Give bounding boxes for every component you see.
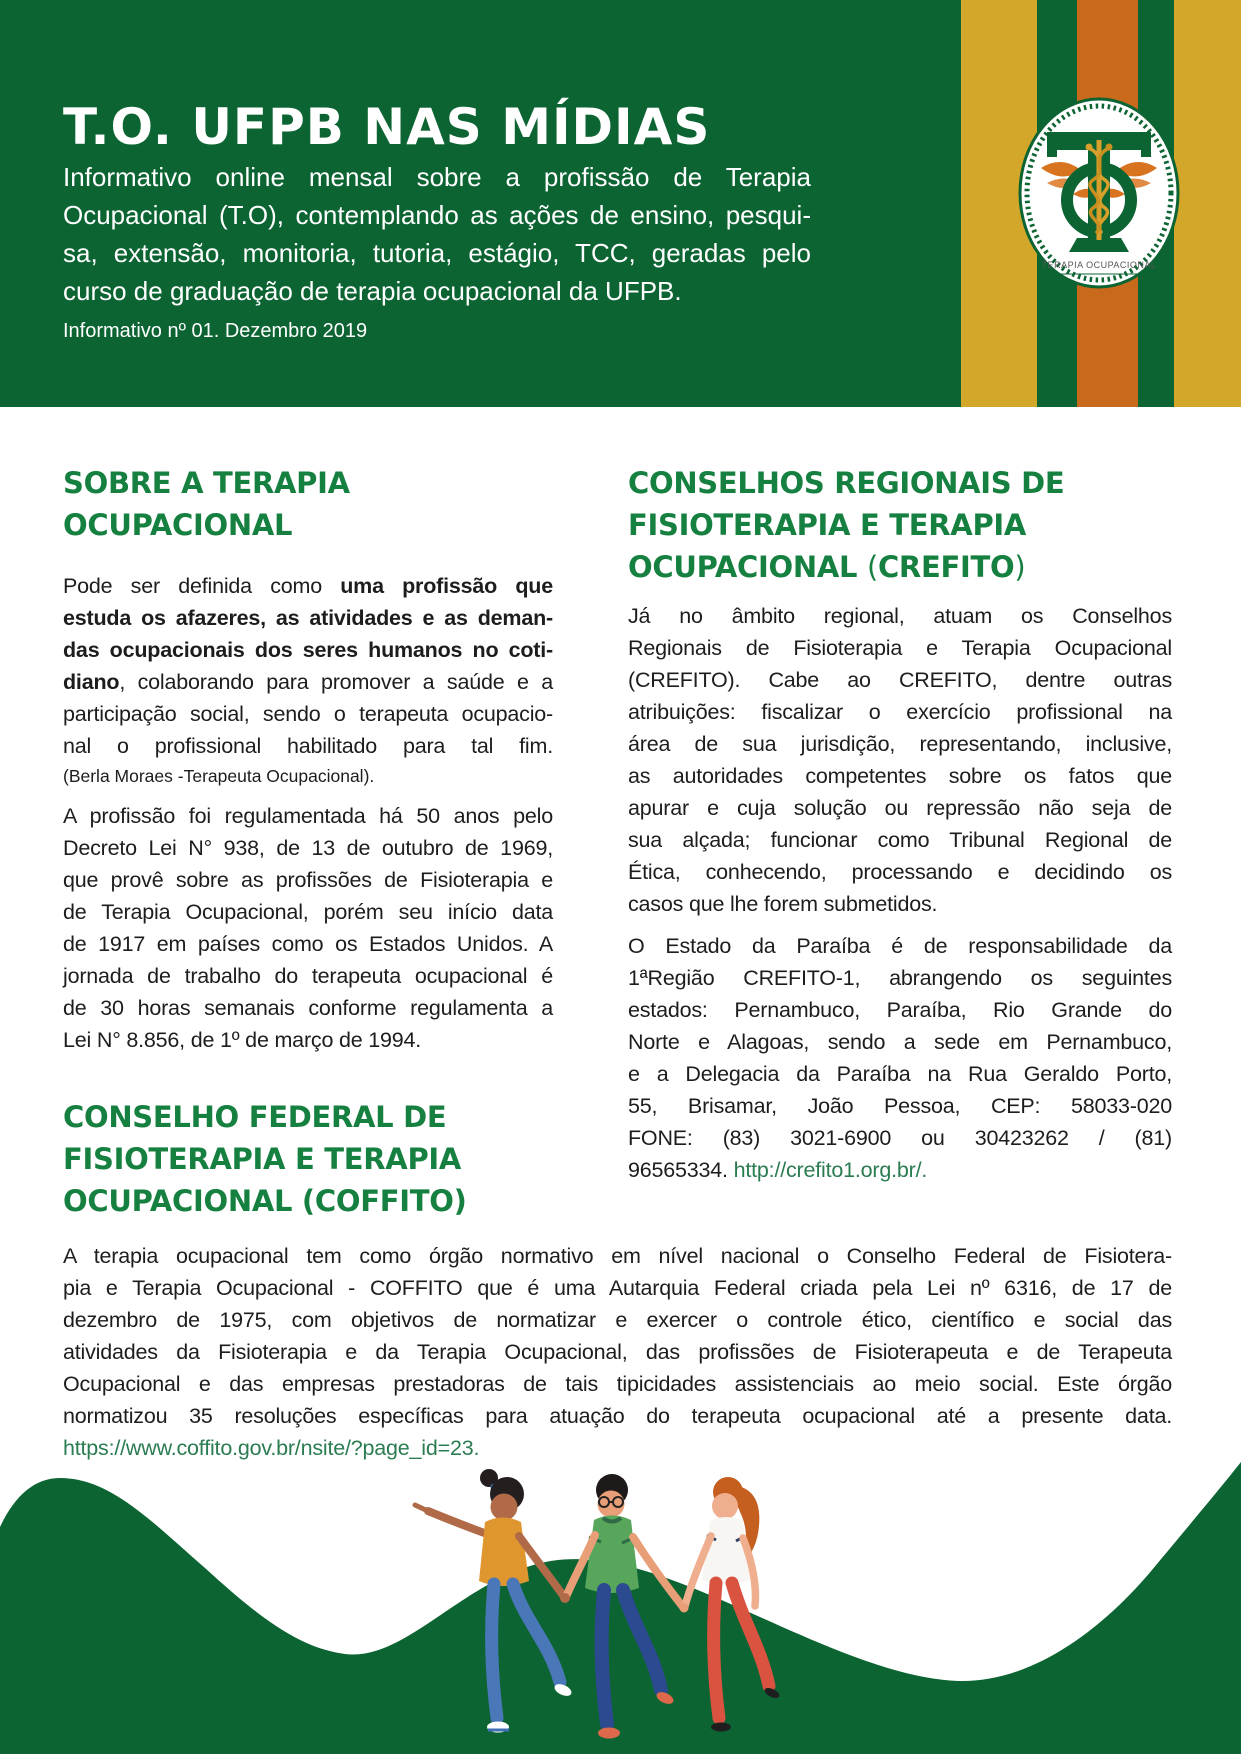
para-crefito1-regiao — [628, 930, 1172, 1186]
text-segment: OCUPACIONAL — [628, 550, 867, 584]
text-line — [628, 664, 1172, 696]
text-line — [63, 234, 811, 272]
text-line — [628, 728, 1172, 760]
text-segment: casos que lhe forem submetidos. — [628, 892, 938, 916]
text-line — [63, 992, 553, 1024]
para-regulamentacao — [63, 800, 553, 1056]
text-segment: uma profissão que — [340, 574, 553, 598]
text-segment: ( — [866, 550, 878, 584]
text-line — [628, 888, 1172, 920]
text-line — [63, 272, 811, 310]
text-segment: diano — [63, 670, 120, 694]
text-segment: apurar e cuja solução ou repressão não seja de — [628, 796, 1172, 820]
text-segment: Ocupacional (T.O), contemplando as ações de ensino, pesqui- — [63, 200, 811, 230]
text-segment: área de sua jurisdição, representando, inclusive, — [628, 732, 1172, 756]
text-segment: (Berla Moraes -Terapeuta Ocupacional). — [63, 766, 375, 786]
text-segment: atribuições: fiscalizar o exercício profissional na — [628, 700, 1172, 724]
text-segment: Informativo online mensal sobre a profissão de Terapia — [63, 162, 811, 192]
text-segment: SOBRE A TERAPIA — [63, 466, 350, 500]
newsletter-header — [0, 0, 1241, 407]
text-line — [63, 1368, 1172, 1400]
text-segment: pia e Terapia Ocupacional - COFFITO que é uma Autarquia Federal criada pela Lei nº 6316, de 17 de — [63, 1276, 1172, 1300]
heading-crefito — [628, 462, 1172, 588]
text-line — [628, 930, 1172, 962]
text-segment: estados: Pernambuco, Paraíba, Rio Grande do — [628, 998, 1172, 1022]
text-segment: jornada de trabalho do terapeuta ocupacional é — [63, 964, 553, 988]
text-segment: 1ªRegião CREFITO-1, abrangendo os seguintes — [628, 966, 1172, 990]
text-line — [628, 1090, 1172, 1122]
text-segment: O Estado da Paraíba é de responsabilidade da — [628, 934, 1172, 958]
text-line — [63, 196, 811, 234]
coffito-link[interactable]: https://www.coffito.gov.br/nsite/?page_id=23. — [63, 1436, 480, 1460]
text-line — [628, 994, 1172, 1026]
text-line — [628, 1154, 1172, 1186]
header-subtitle — [63, 158, 811, 310]
text-segment: Lei N° 8.856, de 1º de março de 1994. — [63, 1028, 422, 1052]
text-segment: que provê sobre as profissões de Fisioterapia e — [63, 868, 553, 892]
text-line — [628, 760, 1172, 792]
text-line — [628, 962, 1172, 994]
crefito-link[interactable]: http://crefito1.org.br/. — [733, 1158, 928, 1182]
text-segment: participação social, sendo o terapeuta ocupacio- — [63, 702, 553, 726]
text-segment: estuda os afazeres, as atividades e as deman- — [63, 606, 553, 630]
text-segment: FISIOTERAPIA E TERAPIA — [628, 508, 1027, 542]
text-line — [63, 698, 553, 730]
left-column — [63, 462, 553, 1222]
text-segment: OCUPACIONAL (COFFITO) — [63, 1184, 467, 1218]
text-line — [628, 632, 1172, 664]
text-segment: (CREFITO). Cabe ao CREFITO, dentre outras — [628, 668, 1172, 692]
logo-caption: TERAPIA OCUPACIONAL — [1041, 260, 1157, 270]
text-line — [63, 570, 553, 602]
text-line — [628, 1122, 1172, 1154]
text-line — [63, 762, 553, 790]
text-segment: Decreto Lei N° 938, de 13 de outubro de 1969, — [63, 836, 553, 860]
page-title: T.O. UFPB NAS MÍDIAS — [63, 98, 711, 156]
issue-label: Informativo nº 01. Dezembro 2019 — [63, 320, 368, 342]
text-line — [63, 462, 553, 504]
text-segment: Ética, conhecendo, processando e decidindo os — [628, 860, 1172, 884]
text-segment: CONSELHOS REGIONAIS DE — [628, 466, 1065, 500]
text-segment: das ocupacionais dos seres humanos no coti- — [63, 638, 553, 662]
text-segment: A terapia ocupacional tem como órgão normativo em nível nacional o Conselho Federal de Fisiotera- — [63, 1244, 1172, 1268]
text-line — [63, 864, 553, 896]
text-segment: A profissão foi regulamentada há 50 anos pelo — [63, 804, 553, 828]
text-line — [63, 1180, 553, 1222]
text-segment: Ocupacional e das empresas prestadoras de tais tipicidades assistenciais ao meio social. Este órgão — [63, 1372, 1172, 1396]
text-segment: FISIOTERAPIA E TERAPIA — [63, 1142, 462, 1176]
text-segment: normatizou 35 resoluções específicas para atuação do terapeuta ocupacional até a presente data. — [63, 1404, 1172, 1428]
text-line — [63, 730, 553, 762]
text-line — [63, 602, 553, 634]
text-line — [63, 1304, 1172, 1336]
footer-illustration — [0, 1440, 1241, 1754]
stripe-yellow-2 — [1174, 0, 1241, 407]
text-line — [628, 600, 1172, 632]
text-line — [628, 824, 1172, 856]
text-segment: , colaborando para promover a saúde e a — [119, 670, 553, 694]
text-line — [63, 832, 553, 864]
text-line — [63, 1240, 1172, 1272]
text-line — [63, 666, 553, 698]
text-segment: OCUPACIONAL — [63, 508, 293, 542]
text-segment: as autoridades competentes sobre os fatos que — [628, 764, 1172, 788]
terapia-ocupacional-logo — [1017, 96, 1181, 290]
text-line — [63, 928, 553, 960]
text-segment: curso de graduação de terapia ocupacional da UFPB. — [63, 276, 682, 306]
text-line — [628, 696, 1172, 728]
right-column — [628, 462, 1172, 1186]
text-segment: 96565334. — [628, 1158, 734, 1182]
text-segment: 55, Brisamar, João Pessoa, CEP: 58033-020 — [628, 1094, 1172, 1118]
text-line — [628, 792, 1172, 824]
heading-coffito — [63, 1096, 553, 1222]
text-segment: Já no âmbito regional, atuam os Conselhos — [628, 604, 1172, 628]
text-segment: ) — [1014, 550, 1026, 584]
bottom-paragraph — [63, 1240, 1172, 1464]
text-segment: dezembro de 1975, com objetivos de normatizar e exercer o controle ético, científico e social das — [63, 1308, 1172, 1332]
para-definicao — [63, 570, 553, 790]
text-line — [63, 1272, 1172, 1304]
text-segment: CONSELHO FEDERAL DE — [63, 1100, 447, 1134]
para-crefito-atribuicoes — [628, 600, 1172, 920]
text-line — [63, 504, 553, 546]
text-line — [628, 1058, 1172, 1090]
text-segment: sa, extensão, monitoria, tutoria, estágio, TCC, geradas pelo — [63, 238, 811, 268]
text-line — [63, 1138, 553, 1180]
text-segment: sua alçada; funcionar como Tribunal Regional de — [628, 828, 1172, 852]
text-segment: e a Delegacia da Paraíba na Rua Geraldo Porto, — [628, 1062, 1172, 1086]
text-line — [63, 1024, 553, 1056]
heading-crefito-line3 — [628, 546, 1172, 588]
text-segment: Regionais de Fisioterapia e Terapia Ocupacional — [628, 636, 1172, 660]
text-line — [63, 634, 553, 666]
text-line — [628, 462, 1172, 504]
text-segment: de Terapia Ocupacional, porém seu início data — [63, 900, 553, 924]
heading-sobre-terapia — [63, 462, 553, 546]
text-line — [628, 1026, 1172, 1058]
text-line — [63, 158, 811, 196]
text-segment: CREFITO — [877, 550, 1015, 584]
text-line — [628, 504, 1172, 546]
text-line — [63, 960, 553, 992]
text-segment: FONE: (83) 3021-6900 ou 30423262 / (81) — [628, 1126, 1172, 1150]
text-line — [628, 546, 1172, 588]
text-segment: Norte e Alagoas, sendo a sede em Pernambuco, — [628, 1030, 1172, 1054]
text-line — [63, 800, 553, 832]
text-segment: atividades da Fisioterapia e da Terapia Ocupacional, das profissões de Fisioterapeuta e de Terapeuta — [63, 1340, 1172, 1364]
text-line — [63, 1400, 1172, 1432]
heading-crefito-lines — [628, 462, 1172, 546]
text-line — [63, 1096, 553, 1138]
text-line — [628, 856, 1172, 888]
text-segment: nal o profissional habilitado para tal fim. — [63, 734, 553, 758]
text-segment: de 30 horas semanais conforme regulamenta a — [63, 996, 553, 1020]
text-line — [63, 896, 553, 928]
text-segment: Pode ser definida como — [63, 574, 341, 598]
text-line — [63, 1336, 1172, 1368]
text-segment: de 1917 em países como os Estados Unidos. A — [63, 932, 553, 956]
